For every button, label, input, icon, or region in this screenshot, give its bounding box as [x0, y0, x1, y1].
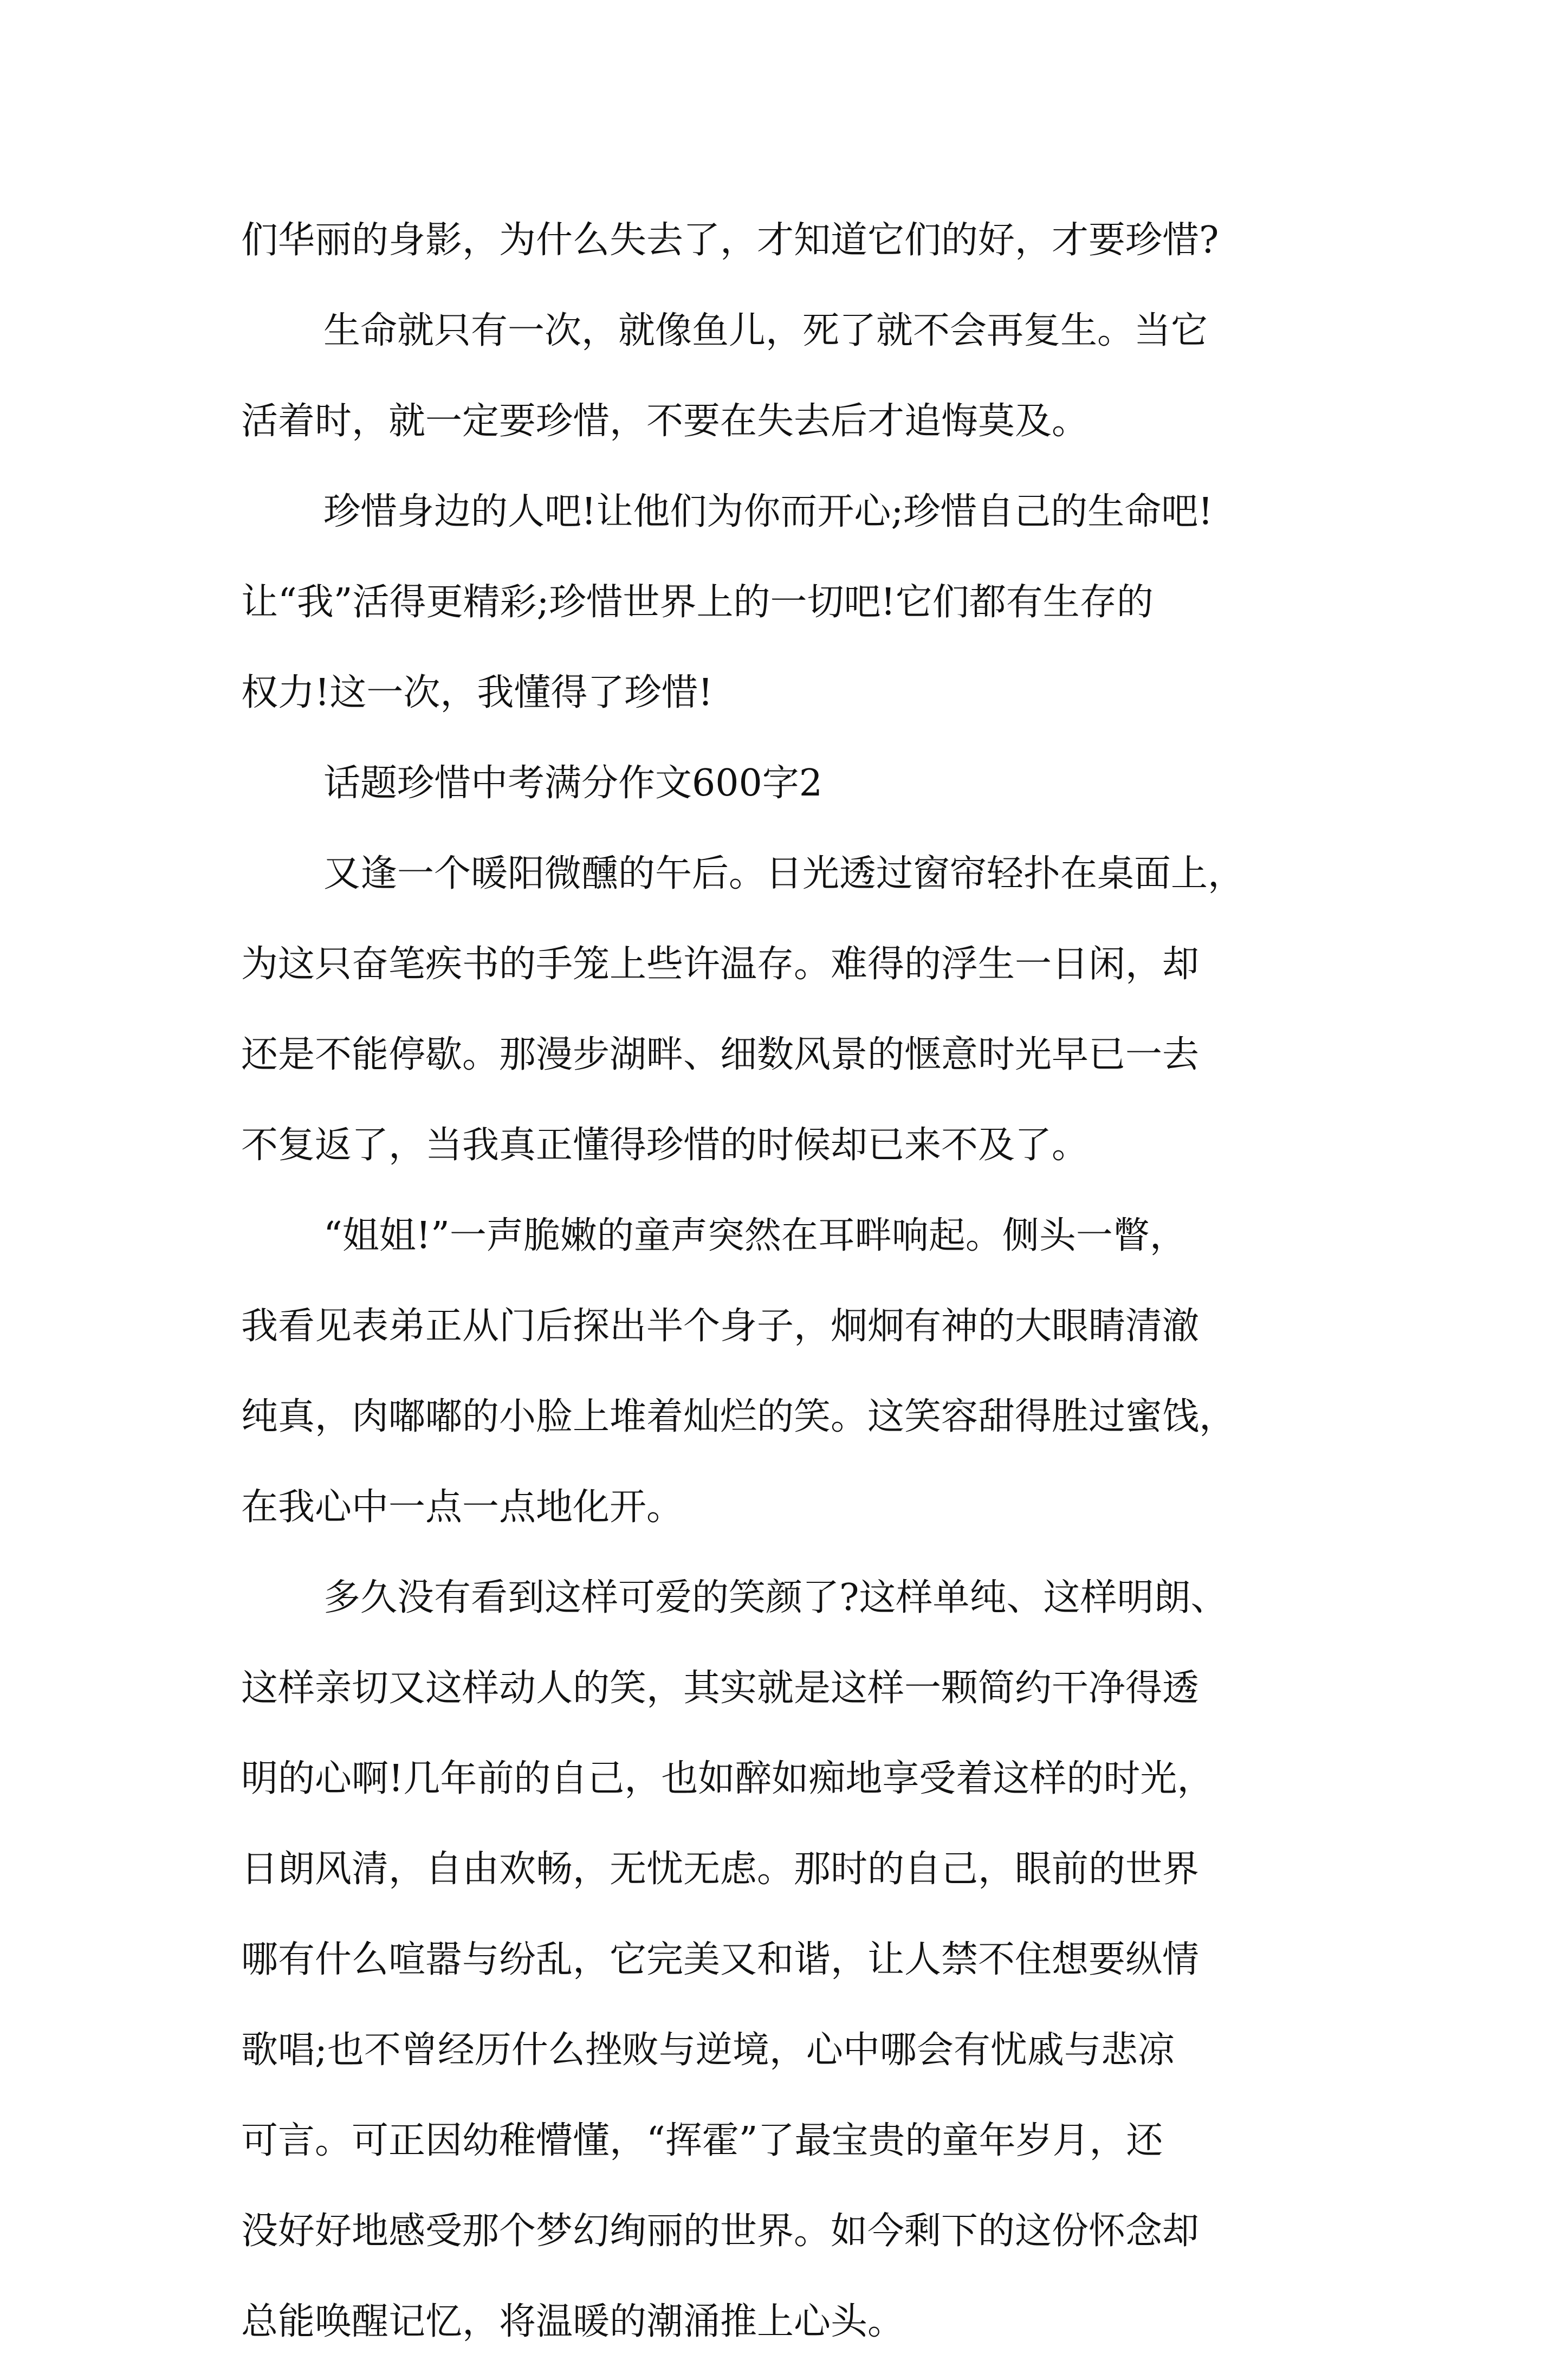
- document-body: [241, 195, 1346, 2367]
- text-line: 多久没有看到这样可爱的笑颜了?这样单纯、这样明朗、: [323, 1576, 1228, 1619]
- text-line: 珍惜身边的人吧!让他们为你而开心;珍惜自己的生命吧!: [323, 490, 1213, 533]
- text-line: 在我心中一点一点地化开。: [241, 1486, 684, 1529]
- text-line: 又逢一个暖阳微醺的午后。日光透过窗帘轻扑在桌面上，: [323, 852, 1245, 895]
- text-line: 为这只奋笔疾书的手笼上些许温存。难得的浮生一日闲，却: [241, 943, 1200, 986]
- text-line: 哪有什么喧嚣与纷乱，它完美又和谐，让人禁不住想要纵情: [241, 1938, 1200, 1981]
- text-line: 没好好地感受那个梦幻绚丽的世界。如今剩下的这份怀念却: [241, 2210, 1200, 2253]
- text-line: 活着时，就一定要珍惜，不要在失去后才追悔莫及。: [241, 400, 1089, 443]
- text-line: 日朗风清，自由欢畅，无忧无虑。那时的自己，眼前的世界: [241, 1848, 1200, 1891]
- text-line: 话题珍惜中考满分作文600字2: [323, 762, 823, 805]
- text-line: 纯真，肉嘟嘟的小脸上堆着灿烂的笑。这笑容甜得胜过蜜饯，: [241, 1395, 1236, 1438]
- text-line: 明的心啊!几年前的自己，也如醉如痴地享受着这样的时光，: [241, 1757, 1214, 1800]
- text-line: 总能唤醒记忆，将温暖的潮涌推上心头。: [241, 2300, 905, 2343]
- text-line: 权力!这一次，我懂得了珍惜!: [241, 671, 713, 714]
- text-line: 这样亲切又这样动人的笑，其实就是这样一颗简约干净得透: [241, 1667, 1200, 1710]
- text-line: 歌唱;也不曾经历什么挫败与逆境，心中哪会有忧戚与悲凉: [241, 2029, 1175, 2072]
- text-line: 可言。可正因幼稚懵懂，“挥霍”了最宝贵的童年岁月，还: [241, 2119, 1163, 2162]
- text-line: 我看见表弟正从门后探出半个身子，炯炯有神的大眼睛清澈: [241, 1305, 1200, 1348]
- text-line: 生命就只有一次，就像鱼儿，死了就不会再复生。当它: [323, 309, 1208, 352]
- text-line: 让“我”活得更精彩;珍惜世界上的一切吧!它们都有生存的: [241, 581, 1154, 624]
- text-line: 还是不能停歇。那漫步湖畔、细数风景的惬意时光早已一去: [241, 1033, 1200, 1076]
- text-line: 不复返了，当我真正懂得珍惜的时候却已来不及了。: [241, 1124, 1089, 1167]
- text-line: 们华丽的身影，为什么失去了，才知道它们的好，才要珍惜?: [241, 219, 1219, 262]
- text-line: “姐姐!”一声脆嫩的童声突然在耳畔响起。侧头一瞥，: [323, 1214, 1187, 1257]
